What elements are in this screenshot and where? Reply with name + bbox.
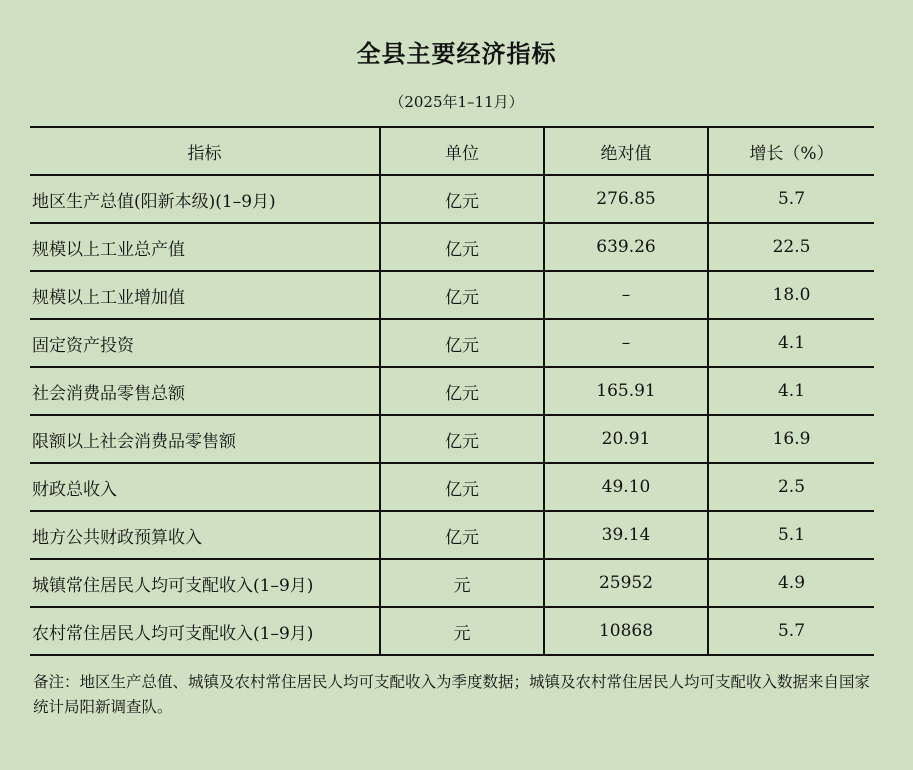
- header-growth: 增长（%）: [708, 127, 874, 175]
- unit-cell: 亿元: [380, 223, 544, 271]
- table-row: [30, 463, 874, 511]
- indicator-cell: 限额以上社会消费品零售额: [30, 415, 380, 463]
- growth-cell: 4.9: [708, 559, 874, 607]
- value-cell: –: [544, 271, 708, 319]
- growth-cell: 22.5: [708, 223, 874, 271]
- growth-cell: 18.0: [708, 271, 874, 319]
- indicator-cell: 规模以上工业增加值: [30, 271, 380, 319]
- footnote: 备注：地区生产总值、城镇及农村常住居民人均可支配收入为季度数据；城镇及农村常住居民人均可支配收入数据来自国家统计局阳新调查队。: [33, 673, 871, 716]
- indicator-cell: 地区生产总值(阳新本级)(1–9月): [30, 175, 380, 223]
- unit-cell: 元: [380, 607, 544, 655]
- header-absolute-value: 绝对值: [544, 127, 708, 175]
- table-row: [30, 607, 874, 655]
- indicator-cell: 社会消费品零售总额: [30, 367, 380, 415]
- indicator-cell: 地方公共财政预算收入: [30, 511, 380, 559]
- value-cell: 276.85: [544, 175, 708, 223]
- indicator-cell: 固定资产投资: [30, 319, 380, 367]
- table-row: [30, 223, 874, 271]
- indicator-cell: 城镇常住居民人均可支配收入(1–9月): [30, 559, 380, 607]
- unit-cell: 亿元: [380, 415, 544, 463]
- value-cell: –: [544, 319, 708, 367]
- table-row: [30, 271, 874, 319]
- indicator-cell: 财政总收入: [30, 463, 380, 511]
- header-unit: 单位: [380, 127, 544, 175]
- indicator-cell: 规模以上工业总产值: [30, 223, 380, 271]
- value-cell: 25952: [544, 559, 708, 607]
- unit-cell: 亿元: [380, 175, 544, 223]
- value-cell: 49.10: [544, 463, 708, 511]
- value-cell: 639.26: [544, 223, 708, 271]
- unit-cell: 亿元: [380, 463, 544, 511]
- unit-cell: 亿元: [380, 367, 544, 415]
- table-row: [30, 319, 874, 367]
- page-title: 全县主要经济指标: [356, 40, 557, 68]
- growth-cell: 5.7: [708, 175, 874, 223]
- growth-cell: 5.7: [708, 607, 874, 655]
- value-cell: 39.14: [544, 511, 708, 559]
- economic-indicators-table: [30, 126, 874, 656]
- value-cell: 165.91: [544, 367, 708, 415]
- unit-cell: 元: [380, 559, 544, 607]
- growth-cell: 4.1: [708, 319, 874, 367]
- table-header-row: [30, 127, 874, 175]
- growth-cell: 5.1: [708, 511, 874, 559]
- indicator-cell: 农村常住居民人均可支配收入(1–9月): [30, 607, 380, 655]
- unit-cell: 亿元: [380, 319, 544, 367]
- table-row: [30, 559, 874, 607]
- unit-cell: 亿元: [380, 271, 544, 319]
- value-cell: 20.91: [544, 415, 708, 463]
- growth-cell: 2.5: [708, 463, 874, 511]
- header-indicator: 指标: [30, 127, 380, 175]
- table-row: [30, 175, 874, 223]
- table-row: [30, 511, 874, 559]
- growth-cell: 16.9: [708, 415, 874, 463]
- value-cell: 10868: [544, 607, 708, 655]
- growth-cell: 4.1: [708, 367, 874, 415]
- date-range-subtitle: （2025年1–11月）: [389, 93, 524, 111]
- table-row: [30, 415, 874, 463]
- table-row: [30, 367, 874, 415]
- unit-cell: 亿元: [380, 511, 544, 559]
